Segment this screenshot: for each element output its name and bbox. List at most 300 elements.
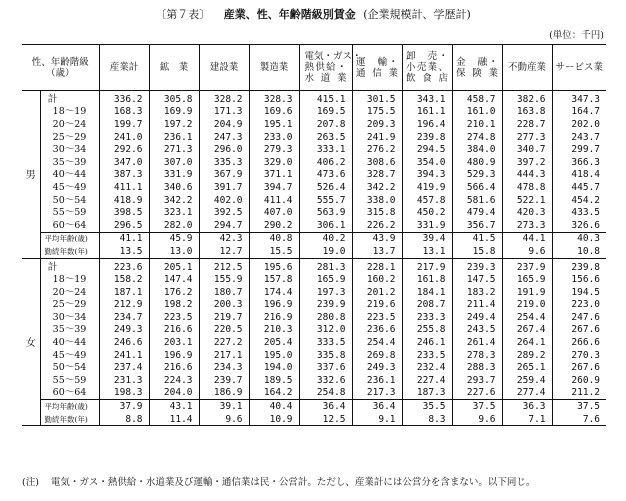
wage-cell: 160.2 xyxy=(352,273,402,286)
wage-cell: 347.3 xyxy=(552,91,606,106)
wage-cell: 216.9 xyxy=(249,311,299,324)
wage-cell: 212.9 xyxy=(99,299,149,312)
wage-cell: 212.5 xyxy=(199,258,249,273)
age-label: 18～19 xyxy=(52,106,87,118)
wage-cell: 312.0 xyxy=(299,324,352,337)
wage-cell: 255.8 xyxy=(402,324,452,337)
wage-cell: 323.1 xyxy=(149,206,199,219)
wage-cell: 204.9 xyxy=(199,118,249,131)
wage-cell: 331.9 xyxy=(149,169,199,182)
summary-cell: 10.9 xyxy=(249,413,299,426)
sex-label: 男 xyxy=(22,91,40,259)
footnote xyxy=(22,476,535,490)
wage-cell: 239.7 xyxy=(199,374,249,387)
wage-cell: 169.5 xyxy=(299,106,352,119)
wage-cell: 259.4 xyxy=(502,374,552,387)
wage-cell: 296.5 xyxy=(99,219,149,232)
table-row xyxy=(22,258,606,273)
summary-row xyxy=(22,413,606,426)
summary-cell: 13.5 xyxy=(99,245,149,258)
wage-cell: 195.1 xyxy=(249,118,299,131)
wage-cell: 236.1 xyxy=(352,374,402,387)
wage-cell: 161.1 xyxy=(402,106,452,119)
summary-cell: 12.7 xyxy=(199,245,249,258)
wage-cell: 337.6 xyxy=(299,361,352,374)
wage-cell: 224.3 xyxy=(149,374,199,387)
wage-cell: 241.0 xyxy=(99,131,149,144)
wage-cell: 331.9 xyxy=(402,219,452,232)
wage-cell: 195.0 xyxy=(249,349,299,362)
wage-cell: 199.7 xyxy=(99,118,149,131)
wage-cell: 270.3 xyxy=(552,349,606,362)
summary-cell: 35.5 xyxy=(402,400,452,413)
wage-cell: 444.3 xyxy=(502,169,552,182)
wage-cell: 411.4 xyxy=(249,194,299,207)
wage-cell: 415.1 xyxy=(299,91,352,106)
wage-cell: 187.1 xyxy=(99,286,149,299)
table-row xyxy=(22,169,606,182)
wage-cell: 394.3 xyxy=(402,169,452,182)
wage-cell: 581.6 xyxy=(452,194,502,207)
column-header-line: 飲食店 xyxy=(406,73,449,84)
summary-cell: 11.4 xyxy=(149,413,199,426)
wage-cell: 333.1 xyxy=(299,143,352,156)
summary-cell: 9.1 xyxy=(352,413,402,426)
wage-cell: 227.2 xyxy=(199,336,249,349)
wage-cell: 147.5 xyxy=(452,273,502,286)
table-row xyxy=(22,374,606,387)
wage-cell: 247.3 xyxy=(199,131,249,144)
wage-cell: 233.3 xyxy=(402,311,452,324)
wage-cell: 205.1 xyxy=(149,258,199,273)
wage-cell: 183.2 xyxy=(452,286,502,299)
wage-cell: 239.9 xyxy=(299,299,352,312)
wage-cell: 164.7 xyxy=(552,106,606,119)
age-label: 計 xyxy=(47,261,58,273)
summary-cell: 39.4 xyxy=(402,232,452,245)
wage-cell: 197.2 xyxy=(149,118,199,131)
wage-cell: 419.9 xyxy=(402,181,452,194)
wage-cell: 450.2 xyxy=(402,206,452,219)
column-header-line: 水道業 xyxy=(304,73,347,84)
summary-cell: 41.5 xyxy=(452,232,502,245)
table-title xyxy=(0,6,626,24)
wage-cell: 165.9 xyxy=(502,273,552,286)
wage-cell: 407.0 xyxy=(249,206,299,219)
table-row xyxy=(22,106,606,119)
column-header xyxy=(249,45,299,91)
column-header-line: 電気・ガス・ xyxy=(304,51,362,62)
wage-cell: 294.5 xyxy=(402,143,452,156)
wage-cell: 168.3 xyxy=(99,106,149,119)
wage-cell: 205.4 xyxy=(249,336,299,349)
wage-cell: 196.9 xyxy=(249,299,299,312)
summary-label: 平均年齢(歳) xyxy=(40,232,99,245)
wage-cell: 231.3 xyxy=(99,374,149,387)
wage-cell: 347.0 xyxy=(99,156,149,169)
table-row xyxy=(22,194,606,207)
age-label: 50～54 xyxy=(52,362,87,374)
age-label: 60～64 xyxy=(52,219,87,231)
summary-cell: 10.8 xyxy=(552,245,606,258)
age-label: 55～59 xyxy=(52,374,87,386)
wage-cell: 478.8 xyxy=(502,181,552,194)
summary-cell: 13.1 xyxy=(402,245,452,258)
wage-cell: 282.0 xyxy=(149,219,199,232)
summary-label: 勤続年数(年) xyxy=(40,413,99,426)
age-label: 60～64 xyxy=(52,387,87,399)
wage-cell: 308.6 xyxy=(352,156,402,169)
summary-cell: 41.1 xyxy=(99,232,149,245)
table-main-title: 産業、性、年齢階級別賃金 xyxy=(223,8,356,21)
summary-row xyxy=(22,232,606,245)
age-label: 35～39 xyxy=(52,156,87,168)
wage-cell: 294.7 xyxy=(199,219,249,232)
summary-cell: 12.5 xyxy=(299,413,352,426)
wage-cell: 219.0 xyxy=(502,299,552,312)
wage-cell: 307.0 xyxy=(149,156,199,169)
age-label: 45～49 xyxy=(52,181,87,193)
table-row xyxy=(22,131,606,144)
wage-cell: 479.4 xyxy=(452,206,502,219)
wage-cell: 328.7 xyxy=(352,169,402,182)
wage-cell: 236.1 xyxy=(149,131,199,144)
wage-cell: 335.8 xyxy=(299,349,352,362)
footnote-label: (注) xyxy=(22,477,39,488)
wage-cell: 234.7 xyxy=(99,311,149,324)
wage-cell: 340.6 xyxy=(149,181,199,194)
wage-cell: 356.7 xyxy=(452,219,502,232)
table-number: 〔第７表〕 xyxy=(155,8,211,21)
table-row xyxy=(22,299,606,312)
age-label: 55～59 xyxy=(52,207,87,219)
sex-label: 女 xyxy=(22,258,40,426)
wage-cell: 529.3 xyxy=(452,169,502,182)
wage-cell: 204.0 xyxy=(149,387,199,400)
wage-cell: 147.4 xyxy=(149,273,199,286)
wage-cell: 338.0 xyxy=(352,194,402,207)
summary-cell: 45.9 xyxy=(149,232,199,245)
summary-cell: 44.1 xyxy=(502,232,552,245)
wage-cell: 458.7 xyxy=(452,91,502,106)
row-header-line1: 性、年齢階級 xyxy=(31,56,89,68)
wage-cell: 445.7 xyxy=(552,181,606,194)
wage-cell: 174.4 xyxy=(249,286,299,299)
age-label: 30～34 xyxy=(52,311,87,323)
wage-cell: 264.1 xyxy=(502,336,552,349)
summary-cell: 7.1 xyxy=(502,413,552,426)
wage-cell: 208.7 xyxy=(402,299,452,312)
wage-cell: 332.6 xyxy=(299,374,352,387)
summary-cell: 7.6 xyxy=(552,413,606,426)
age-label: 25～29 xyxy=(52,131,87,143)
wage-cell: 223.6 xyxy=(99,258,149,273)
table-row xyxy=(22,324,606,337)
summary-cell: 36.4 xyxy=(352,400,402,413)
wage-cell: 220.5 xyxy=(199,324,249,337)
wage-cell: 342.2 xyxy=(352,181,402,194)
column-header xyxy=(402,45,452,91)
age-label: 30～34 xyxy=(52,144,87,156)
wage-cell: 163.8 xyxy=(502,106,552,119)
wage-cell: 315.8 xyxy=(352,206,402,219)
table-subtitle: (企業規模計、学歴計) xyxy=(363,8,471,21)
wage-cell: 202.0 xyxy=(552,118,606,131)
wage-cell: 191.9 xyxy=(502,286,552,299)
wage-cell: 397.2 xyxy=(502,156,552,169)
summary-cell: 8.3 xyxy=(402,413,452,426)
wage-cell: 246.6 xyxy=(99,336,149,349)
wage-cell: 237.4 xyxy=(99,361,149,374)
wage-cell: 217.3 xyxy=(352,387,402,400)
summary-cell: 36.3 xyxy=(502,400,552,413)
wage-cell: 194.5 xyxy=(552,286,606,299)
wage-cell: 384.0 xyxy=(452,143,502,156)
wage-cell: 234.3 xyxy=(199,361,249,374)
wage-cell: 249.4 xyxy=(452,311,502,324)
wage-cell: 210.3 xyxy=(249,324,299,337)
wage-cell: 254.4 xyxy=(352,336,402,349)
column-header-line: 熱供給・ xyxy=(304,62,347,73)
wage-cell: 217.9 xyxy=(402,258,452,273)
column-header-line: 不動産業 xyxy=(508,62,547,73)
wage-cell: 223.5 xyxy=(352,311,402,324)
wage-cell: 333.5 xyxy=(299,336,352,349)
wage-cell: 216.6 xyxy=(149,324,199,337)
wage-cell: 260.9 xyxy=(552,374,606,387)
wage-cell: 243.5 xyxy=(452,324,502,337)
summary-cell: 40.4 xyxy=(249,400,299,413)
summary-cell: 36.4 xyxy=(299,400,352,413)
column-header xyxy=(99,45,149,91)
wage-cell: 555.7 xyxy=(299,194,352,207)
wage-cell: 387.3 xyxy=(99,169,149,182)
wage-cell: 219.6 xyxy=(352,299,402,312)
wage-cell: 406.2 xyxy=(299,156,352,169)
summary-cell: 40.8 xyxy=(249,232,299,245)
wage-cell: 187.3 xyxy=(402,387,452,400)
column-header-line: 鉱 業 xyxy=(159,62,189,73)
wage-cell: 196.9 xyxy=(149,349,199,362)
wage-cell: 241.9 xyxy=(352,131,402,144)
wage-cell: 226.2 xyxy=(352,219,402,232)
wage-cell: 164.2 xyxy=(249,387,299,400)
wage-cell: 189.5 xyxy=(249,374,299,387)
table-row xyxy=(22,286,606,299)
wage-cell: 305.8 xyxy=(149,91,199,106)
summary-cell: 37.9 xyxy=(99,400,149,413)
wage-cell: 402.0 xyxy=(199,194,249,207)
wage-cell: 343.1 xyxy=(402,91,452,106)
wage-cell: 288.3 xyxy=(452,361,502,374)
wage-cell: 216.6 xyxy=(149,361,199,374)
summary-cell: 39.1 xyxy=(199,400,249,413)
wage-cell: 296.0 xyxy=(199,143,249,156)
wage-cell: 263.5 xyxy=(299,131,352,144)
wage-cell: 196.4 xyxy=(402,118,452,131)
wage-cell: 371.1 xyxy=(249,169,299,182)
wage-cell: 223.0 xyxy=(552,299,606,312)
wage-cell: 335.3 xyxy=(199,156,249,169)
column-header-line: 保険業 xyxy=(456,67,499,79)
wage-cell: 267.6 xyxy=(552,324,606,337)
wage-cell: 336.2 xyxy=(99,91,149,106)
wage-cell: 211.4 xyxy=(452,299,502,312)
wage-cell: 198.3 xyxy=(99,387,149,400)
table-row xyxy=(22,349,606,362)
age-label: 25～29 xyxy=(52,299,87,311)
wage-cell: 329.0 xyxy=(249,156,299,169)
unit-label: (単位：千円) xyxy=(549,30,604,41)
column-header xyxy=(199,45,249,91)
wage-cell: 265.1 xyxy=(502,361,552,374)
column-header-line: 卸 売・ xyxy=(406,51,449,62)
column-header-line: 金 融・ xyxy=(456,56,499,68)
wage-cell: 292.6 xyxy=(99,143,149,156)
table-row xyxy=(22,273,606,286)
summary-cell: 43.1 xyxy=(149,400,199,413)
wage-cell: 411.1 xyxy=(99,181,149,194)
row-header-line2: （歳） xyxy=(46,67,75,79)
wage-cell: 201.2 xyxy=(352,286,402,299)
column-header xyxy=(299,45,362,91)
wage-cell: 184.1 xyxy=(402,286,452,299)
wage-cell: 158.2 xyxy=(99,273,149,286)
summary-row xyxy=(22,400,606,413)
wage-cell: 457.8 xyxy=(402,194,452,207)
wage-cell: 418.4 xyxy=(552,169,606,182)
wage-cell: 227.6 xyxy=(452,387,502,400)
wage-cell: 233.5 xyxy=(402,349,452,362)
table-row xyxy=(22,181,606,194)
summary-cell: 43.9 xyxy=(352,232,402,245)
summary-cell: 40.2 xyxy=(299,232,352,245)
header-row xyxy=(22,45,606,91)
table-row xyxy=(22,206,606,219)
summary-cell: 9.6 xyxy=(452,413,502,426)
summary-cell: 15.5 xyxy=(249,245,299,258)
summary-cell: 40.3 xyxy=(552,232,606,245)
wage-cell: 197.3 xyxy=(299,286,352,299)
column-header-line: サービス業 xyxy=(555,62,604,73)
table-row xyxy=(22,361,606,374)
wage-cell: 175.5 xyxy=(352,106,402,119)
wage-cell: 261.4 xyxy=(452,336,502,349)
summary-label: 平均年齢(歳) xyxy=(40,400,99,413)
wage-cell: 239.3 xyxy=(452,258,502,273)
wage-cell: 228.7 xyxy=(502,118,552,131)
age-label: 35～39 xyxy=(52,324,87,336)
table-row xyxy=(22,156,606,169)
wage-cell: 480.9 xyxy=(452,156,502,169)
wage-cell: 217.1 xyxy=(199,349,249,362)
wage-cell: 279.3 xyxy=(249,143,299,156)
column-header xyxy=(552,45,606,91)
summary-cell: 13.7 xyxy=(352,245,402,258)
row-header-cell xyxy=(22,45,99,91)
column-header-line: 製造業 xyxy=(259,62,289,73)
wage-cell: 328.3 xyxy=(249,91,299,106)
wage-cell: 161.8 xyxy=(402,273,452,286)
wage-cell: 342.2 xyxy=(149,194,199,207)
summary-cell: 15.8 xyxy=(452,245,502,258)
column-header-line: 小売業、 xyxy=(406,62,449,73)
wage-table xyxy=(22,44,606,426)
wage-cell: 211.2 xyxy=(552,387,606,400)
column-header xyxy=(149,45,199,91)
wage-cell: 219.7 xyxy=(199,311,249,324)
wage-cell: 157.8 xyxy=(249,273,299,286)
wage-cell: 239.8 xyxy=(552,258,606,273)
wage-cell: 194.0 xyxy=(249,361,299,374)
wage-cell: 301.5 xyxy=(352,91,402,106)
wage-cell: 249.3 xyxy=(99,324,149,337)
wage-cell: 273.3 xyxy=(502,219,552,232)
wage-cell: 522.1 xyxy=(502,194,552,207)
wage-cell: 176.2 xyxy=(149,286,199,299)
wage-cell: 420.3 xyxy=(502,206,552,219)
summary-cell: 9.6 xyxy=(199,413,249,426)
wage-cell: 169.9 xyxy=(149,106,199,119)
summary-cell: 8.8 xyxy=(99,413,149,426)
wage-cell: 210.1 xyxy=(452,118,502,131)
wage-cell: 306.1 xyxy=(299,219,352,232)
wage-cell: 418.9 xyxy=(99,194,149,207)
wage-cell: 394.7 xyxy=(249,181,299,194)
wage-cell: 433.5 xyxy=(552,206,606,219)
wage-cell: 241.1 xyxy=(99,349,149,362)
wage-cell: 391.7 xyxy=(199,181,249,194)
wage-cell: 290.2 xyxy=(249,219,299,232)
summary-cell: 9.6 xyxy=(502,245,552,258)
wage-cell: 382.6 xyxy=(502,91,552,106)
summary-cell: 19.0 xyxy=(299,245,352,258)
wage-cell: 398.5 xyxy=(99,206,149,219)
age-label: 40～44 xyxy=(52,169,87,181)
wage-cell: 169.6 xyxy=(249,106,299,119)
wage-cell: 156.6 xyxy=(552,273,606,286)
age-label: 18～19 xyxy=(52,274,87,286)
wage-cell: 195.6 xyxy=(249,258,299,273)
column-header-line: 運 輸・ xyxy=(356,56,399,68)
age-label: 20～24 xyxy=(52,118,87,130)
summary-cell: 13.0 xyxy=(149,245,199,258)
age-label: 計 xyxy=(47,93,58,105)
wage-cell: 277.3 xyxy=(502,131,552,144)
table-row xyxy=(22,91,606,106)
wage-cell: 367.9 xyxy=(199,169,249,182)
wage-cell: 280.8 xyxy=(299,311,352,324)
column-header-line: 建設業 xyxy=(209,62,239,73)
wage-cell: 227.4 xyxy=(402,374,452,387)
wage-cell: 326.6 xyxy=(552,219,606,232)
age-label: 40～44 xyxy=(52,337,87,349)
wage-cell: 171.3 xyxy=(199,106,249,119)
summary-cell: 37.5 xyxy=(552,400,606,413)
table-row xyxy=(22,311,606,324)
wage-cell: 293.7 xyxy=(452,374,502,387)
wage-cell: 243.7 xyxy=(552,131,606,144)
wage-cell: 267.4 xyxy=(502,324,552,337)
wage-cell: 276.2 xyxy=(352,143,402,156)
wage-cell: 223.5 xyxy=(149,311,199,324)
column-header xyxy=(502,45,552,91)
age-label: 50～54 xyxy=(52,194,87,206)
wage-cell: 237.9 xyxy=(502,258,552,273)
wage-cell: 566.4 xyxy=(452,181,502,194)
wage-cell: 232.4 xyxy=(402,361,452,374)
wage-cell: 366.3 xyxy=(552,156,606,169)
